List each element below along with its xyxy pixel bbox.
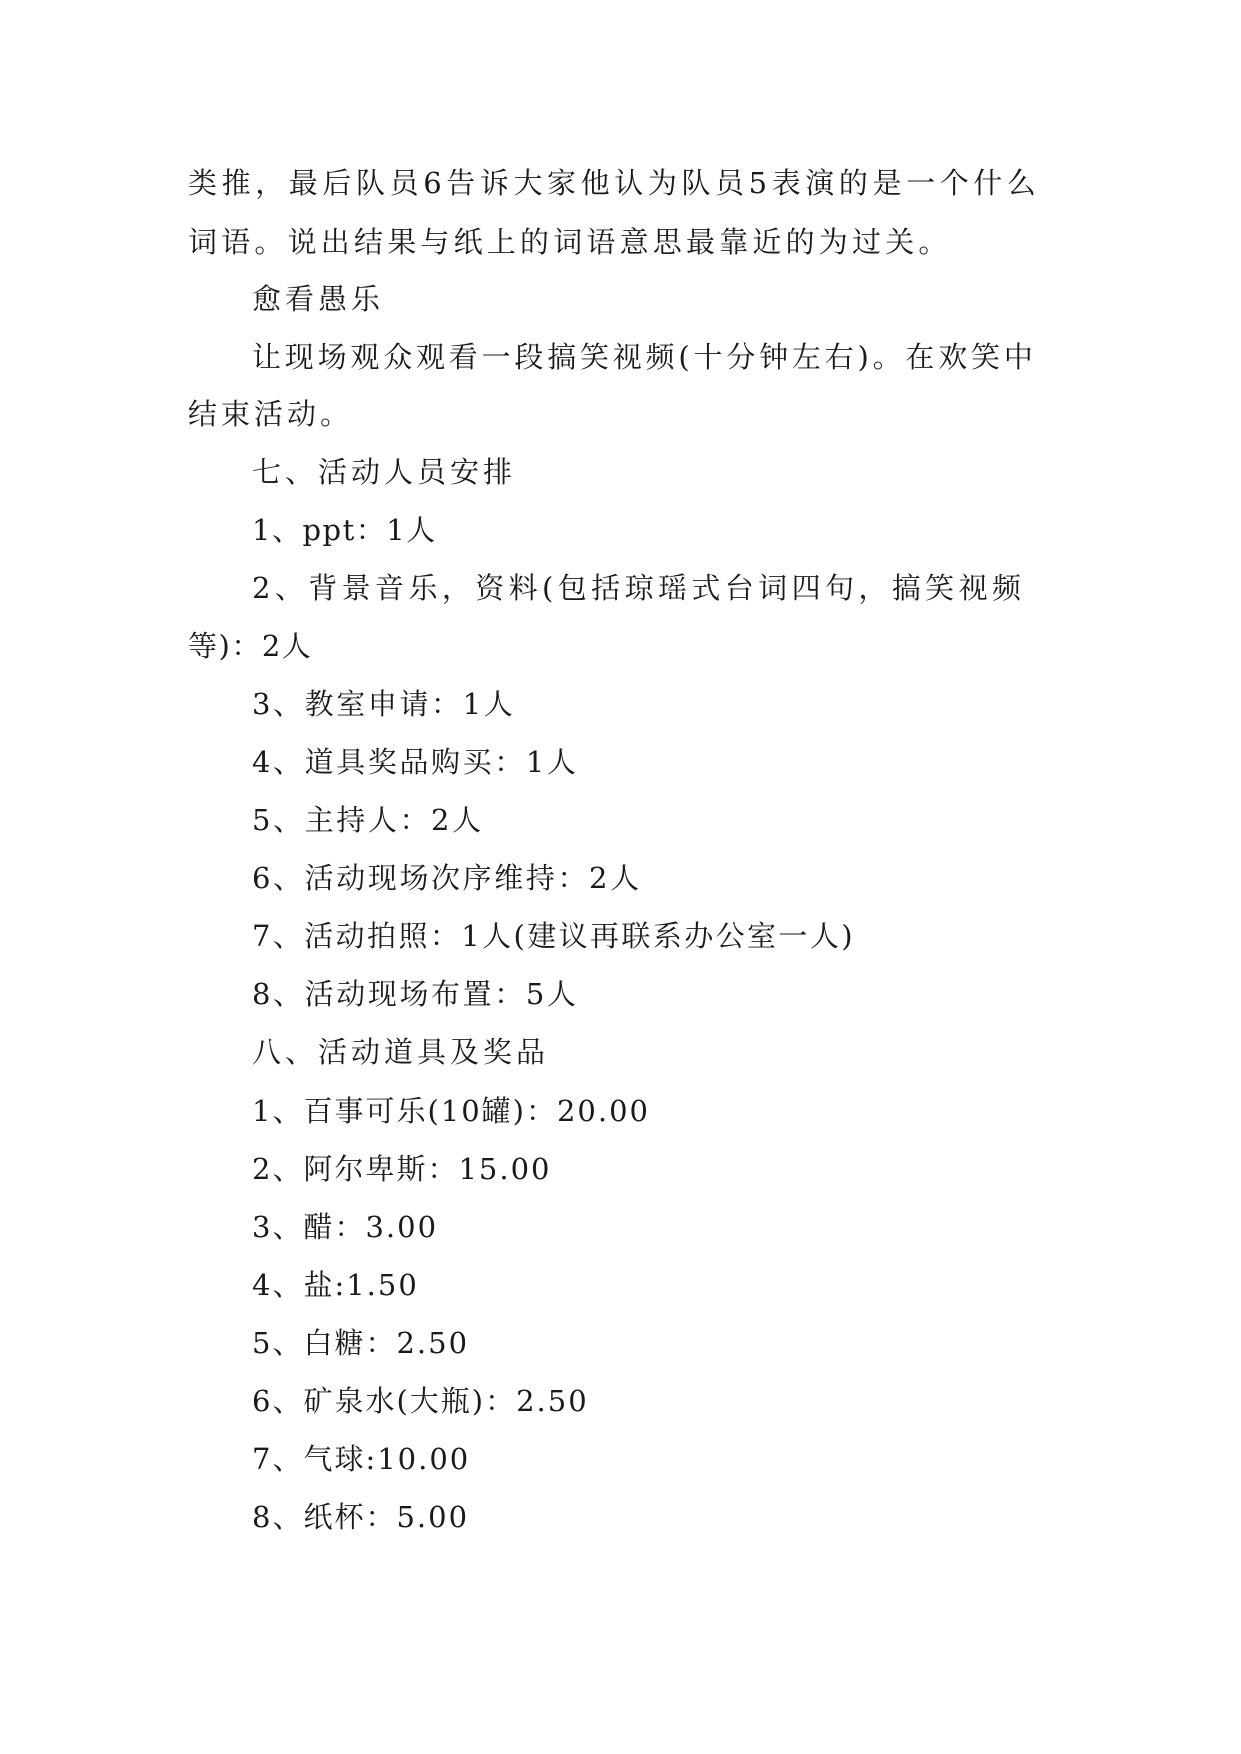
list-item: 1、ppt：1人 — [252, 513, 437, 547]
list-item: 1、百事可乐(10罐)：20.00 — [252, 1094, 651, 1128]
list-item: 7、气球:10.00 — [252, 1442, 471, 1476]
paragraph-line: 结束活动。 — [188, 397, 354, 431]
list-item-continuation: 等)：2人 — [188, 629, 313, 663]
list-item: 8、纸杯：5.00 — [252, 1500, 470, 1534]
list-item: 5、主持人：2人 — [252, 803, 484, 837]
list-item: 7、活动拍照：1人(建议再联系办公室一人) — [252, 919, 855, 953]
list-item: 8、活动现场布置：5人 — [252, 977, 579, 1011]
list-item: 2、背景音乐，资料(包括琼瑶式台词四句，搞笑视频 — [252, 571, 1026, 605]
list-item: 4、道具奖品购买：1人 — [252, 745, 579, 779]
list-item: 6、活动现场次序维持：2人 — [252, 861, 642, 895]
list-item: 6、矿泉水(大瓶)：2.50 — [252, 1384, 589, 1418]
list-item: 3、教室申请：1人 — [252, 687, 516, 721]
section-heading: 八、活动道具及奖品 — [252, 1035, 550, 1069]
list-item: 2、阿尔卑斯：15.00 — [252, 1152, 552, 1186]
list-item: 3、醋：3.00 — [252, 1210, 439, 1244]
paragraph-line: 词语。说出结果与纸上的词语意思最靠近的为过关。 — [188, 225, 952, 259]
list-item: 5、白糖：2.50 — [252, 1326, 470, 1360]
subheading: 愈看愚乐 — [252, 282, 385, 316]
section-heading: 七、活动人员安排 — [252, 455, 517, 489]
list-item: 4、盐:1.50 — [252, 1268, 419, 1302]
paragraph-line: 让现场观众观看一段搞笑视频(十分钟左右)。在欢笑中 — [252, 340, 1037, 374]
paragraph-line: 类推，最后队员6告诉大家他认为队员5表演的是一个什么 — [188, 166, 1041, 200]
